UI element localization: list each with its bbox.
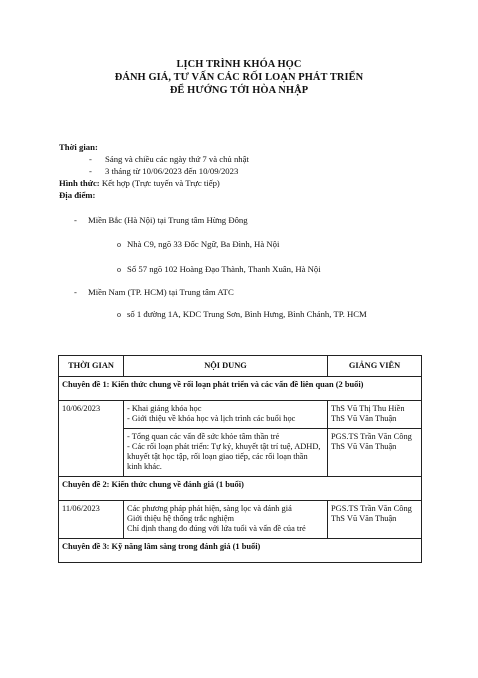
topic-title: Chuyên đề 2: Kiến thức chung về đánh giá (1 buổi) bbox=[59, 476, 422, 500]
circle-bullet-icon: o bbox=[117, 265, 121, 274]
bullet-dash: - bbox=[89, 166, 92, 176]
content-line: - Các rối loạn phát triển: Tự kỷ, khuyết tật trí tuệ, ADHD, khuyết tật học tập, rối loạn giao tiếp, các rối loạn thần kinh khác. bbox=[127, 441, 321, 472]
content-line: - Giới thiệu về khóa học và lịch trình các buổi học bbox=[127, 414, 296, 424]
format-value: Kết hợp (Trực tuyến và Trực tiếp) bbox=[101, 178, 220, 188]
topic-row bbox=[59, 476, 422, 500]
column-header-lecturer: GIẢNG VIÊN bbox=[328, 356, 422, 377]
lecturer-name: PGS.TS Trần Văn Công bbox=[331, 503, 412, 513]
region-name: Miền Nam (TP. HCM) tại Trung tâm ATC bbox=[88, 287, 234, 297]
content-line: - Tổng quan các vấn đề sức khỏe tâm thần trẻ bbox=[127, 431, 280, 441]
course-subtitle: ĐÁNH GIÁ, TƯ VẤN CÁC RỐI LOẠN PHÁT TRIỂN bbox=[114, 72, 364, 83]
format-label: Hình thức: bbox=[59, 178, 100, 188]
bullet-dash: - bbox=[74, 287, 77, 297]
address: Số 57 ngõ 102 Hoàng Đạo Thành, Thanh Xuân, Hà Nội bbox=[127, 264, 321, 274]
course-subtitle-2: ĐỂ HƯỚNG TỚI HÒA NHẬP bbox=[169, 85, 309, 96]
course-title: LỊCH TRÌNH KHÓA HỌC bbox=[176, 59, 302, 70]
bullet-dash: - bbox=[74, 215, 77, 225]
session-date: 11/06/2023 bbox=[59, 500, 124, 538]
time-item: 3 tháng từ 10/06/2023 đến 10/09/2023 bbox=[105, 166, 239, 176]
lecturer-name: ThS Vũ Văn Thuận bbox=[331, 441, 397, 451]
session-lecturer bbox=[328, 428, 422, 476]
content-line: - Khai giảng khóa học bbox=[127, 404, 202, 413]
topic-row bbox=[59, 377, 422, 401]
region-name: Miền Bắc (Hà Nội) tại Trung tâm Hừng Đông bbox=[88, 215, 248, 225]
topic-row bbox=[59, 538, 422, 562]
lecturer-name: ThS Vũ Văn Thuận bbox=[331, 514, 397, 524]
column-header-time: THỜI GIAN bbox=[59, 356, 124, 377]
content-line: Chỉ định thang đo đúng với lứa tuổi và vấn đề của trẻ bbox=[127, 524, 306, 534]
time-label: Thời gian: bbox=[59, 142, 98, 152]
session-content bbox=[124, 500, 328, 538]
address: Nhà C9, ngõ 33 Đốc Ngữ, Ba Đình, Hà Nội bbox=[127, 239, 280, 249]
session-lecturer bbox=[328, 500, 422, 538]
content-line: Các phương pháp phát hiện, sàng lọc và đánh giá bbox=[127, 503, 292, 513]
time-item: Sáng và chiều các ngày thứ 7 và chủ nhật bbox=[105, 154, 249, 164]
lecturer-name: ThS Vũ Thị Thu Hiền bbox=[331, 404, 405, 413]
address: số 1 đường 1A, KDC Trung Sơn, Bình Hưng, Bình Chánh, TP. HCM bbox=[127, 309, 367, 319]
table-row bbox=[59, 500, 422, 538]
topic-title: Chuyên đề 1: Kiến thức chung về rối loạn phát triển và các vấn đề liên quan (2 buổi) bbox=[59, 377, 422, 401]
bullet-dash: - bbox=[89, 154, 92, 164]
session-lecturer bbox=[328, 401, 422, 429]
content-line: Giới thiệu hệ thống trắc nghiệm bbox=[127, 514, 234, 524]
column-header-content: NỘI DUNG bbox=[124, 356, 328, 377]
lecturer-name: PGS.TS Trần Văn Công bbox=[331, 431, 412, 441]
topic-title: Chuyên đề 3: Kỹ năng lâm sàng trong đánh giá (1 buổi) bbox=[59, 538, 422, 562]
circle-bullet-icon: o bbox=[117, 240, 121, 249]
location-label: Địa điểm: bbox=[59, 190, 96, 200]
lecturer-name: ThS Vũ Văn Thuận bbox=[331, 414, 397, 424]
session-date: 10/06/2023 bbox=[59, 401, 124, 477]
session-content bbox=[124, 401, 328, 429]
circle-bullet-icon: o bbox=[117, 310, 121, 319]
schedule-table bbox=[58, 355, 422, 563]
session-content bbox=[124, 428, 328, 476]
table-header-row bbox=[59, 356, 422, 377]
table-row bbox=[59, 401, 422, 429]
format-line bbox=[59, 178, 220, 189]
